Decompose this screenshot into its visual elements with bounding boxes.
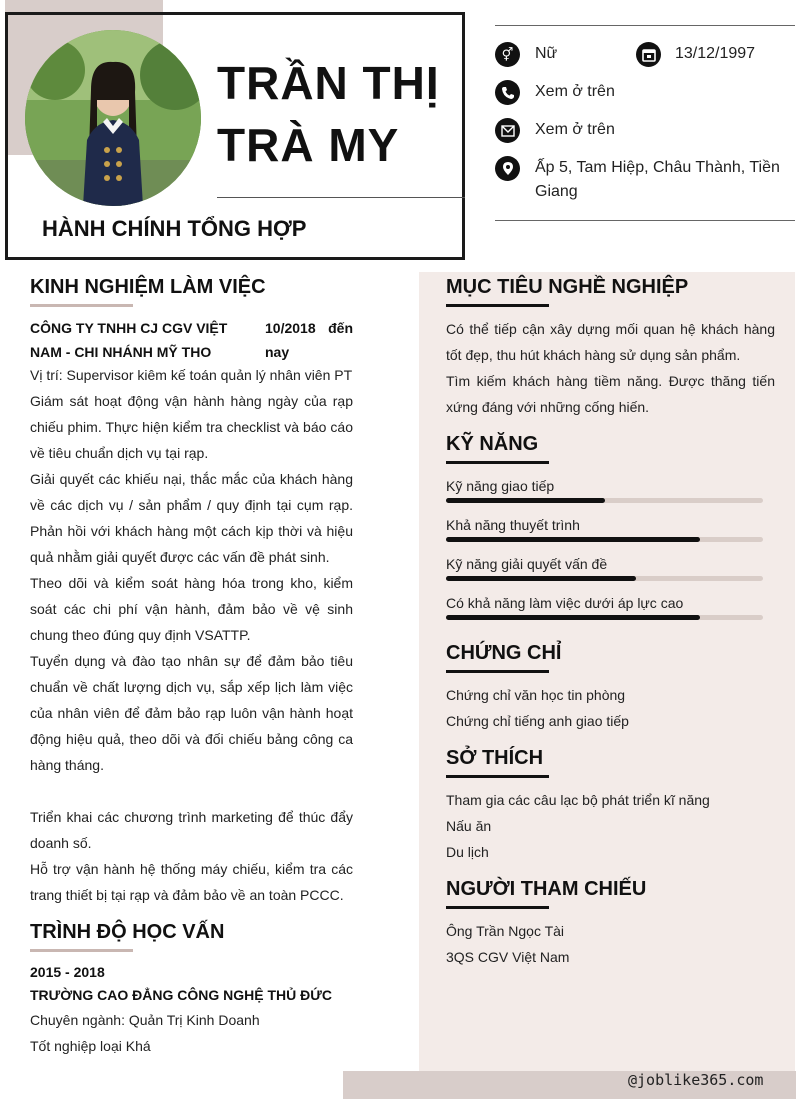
skills-underline <box>446 461 549 464</box>
avatar <box>25 30 201 206</box>
hobby-item: Nấu ăn <box>446 818 492 834</box>
education-grade: Tốt nghiệp loại Khá <box>30 1038 151 1054</box>
skill-bar-fill <box>446 537 700 542</box>
hobby-item: Tham gia các câu lạc bộ phát triển kĩ năng <box>446 792 710 808</box>
experience-body <box>30 362 353 908</box>
skill-bar-fill <box>446 615 700 620</box>
info-bottom-divider <box>495 220 795 221</box>
name-line-2: TRÀ MY <box>217 119 400 171</box>
skill-label: Có khả năng làm việc dưới áp lực cao <box>446 595 684 611</box>
duty-5: Triển khai các chương trình marketing để thúc đẩy doanh số. <box>30 809 353 851</box>
footer-watermark: @joblike365.com <box>628 1071 764 1089</box>
reference-company: 3QS CGV Việt Nam <box>446 949 570 965</box>
hobbies-list <box>446 787 710 865</box>
gender-value: Nữ <box>535 45 558 62</box>
skill-label: Kỹ năng giao tiếp <box>446 478 555 494</box>
certificates-list <box>446 682 629 734</box>
address-value: Ấp 5, Tam Hiệp, Châu Thành, Tiền Giang <box>535 159 780 200</box>
duty-4: Tuyển dụng và đào tạo nhân sự để đảm bảo tiêu chuẩn về chất lượng dịch vụ, sắp xếp lịch làm việc của nhân viên để đảm bảo rạp luôn vận hành hoạt động hiệu quả, theo dõi và đối chiếu bảng công ca hàng tháng. <box>30 653 353 773</box>
email-value: Xem ở trên <box>535 121 615 138</box>
education-title: TRÌNH ĐỘ HỌC VẤN <box>30 921 225 943</box>
spacer <box>30 778 353 804</box>
skill-bar-track <box>446 498 763 503</box>
duty-3: Theo dõi và kiểm soát hàng hóa trong kho, kiểm soát các chi phí vận hành, đảm bảo về vệ sinh chung theo đúng quy định VSATTP. <box>30 575 353 643</box>
experience-title: KINH NGHIỆM LÀM VIỆC <box>30 276 266 298</box>
references-title: NGƯỜI THAM CHIẾU <box>446 878 647 900</box>
avatar-photo <box>25 30 201 206</box>
references-underline <box>446 906 549 909</box>
hobby-item: Du lịch <box>446 844 489 860</box>
skill-bar-track <box>446 537 763 542</box>
candidate-name <box>217 52 440 176</box>
school-name: TRƯỜNG CAO ĐẲNG CÔNG NGHỆ THỦ ĐỨC <box>30 987 332 1003</box>
phone-value: Xem ở trên <box>535 83 615 100</box>
objective-underline <box>446 304 549 307</box>
calendar-icon <box>636 42 661 67</box>
work-period: 10/2018 đến nay <box>265 320 353 360</box>
info-top-divider <box>495 25 795 26</box>
objective-body <box>446 316 775 420</box>
location-icon <box>495 156 520 181</box>
duty-2: Giải quyết các khiếu nại, thắc mắc của khách hàng về các dịch vụ / sản phẩm / quy định tại cụm rạp. Phản hồi với khách hàng một cách kịp thời và hiệu quả nhằm giải quyết được các vấn đề phát sinh. <box>30 471 353 565</box>
name-divider <box>217 197 465 198</box>
objective-p1: Có thể tiếp cận xây dựng mối quan hệ khách hàng tốt đẹp, thu hút khách hàng sử dụng sản phẩm. <box>446 321 775 363</box>
education-period: 2015 - 2018 <box>30 964 105 980</box>
skill-bar-track <box>446 576 763 581</box>
certificates-underline <box>446 670 549 673</box>
phone-icon <box>495 80 520 105</box>
skills-title: KỸ NĂNG <box>446 433 539 455</box>
certificate-item: Chứng chỉ văn học tin phòng <box>446 687 626 703</box>
objective-title: MỤC TIÊU NGHỀ NGHIỆP <box>446 276 689 298</box>
education-major: Chuyên ngành: Quản Trị Kinh Doanh <box>30 1012 260 1028</box>
certificate-item: Chứng chỉ tiếng anh giao tiếp <box>446 713 629 729</box>
objective-p2: Tìm kiếm khách hàng tiềm năng. Được thăng tiến xứng đáng với những cống hiến. <box>446 373 775 415</box>
reference-name: Ông Trần Ngọc Tài <box>446 923 565 939</box>
duty-6: Hỗ trợ vận hành hệ thống máy chiếu, kiểm tra các trang thiết bị tại rạp và đảm bảo về an toàn PCCC. <box>30 861 353 903</box>
education-underline <box>30 949 133 952</box>
gender-icon: ⚥ <box>495 42 520 67</box>
skill-bar-track <box>446 615 763 620</box>
job-position: HÀNH CHÍNH TỔNG HỢP <box>42 216 307 241</box>
hobbies-underline <box>446 775 549 778</box>
company-name: CÔNG TY TNHH CJ CGV VIỆT NAM - CHI NHÁNH MỸ THO <box>30 320 228 360</box>
hobbies-title: SỞ THÍCH <box>446 747 544 769</box>
skill-label: Kỹ năng giải quyết vấn đề <box>446 556 608 572</box>
references-list <box>446 918 569 970</box>
name-line-1: TRẦN THỊ <box>217 57 440 109</box>
experience-underline <box>30 304 133 307</box>
duty-1: Giám sát hoạt động vận hành hàng ngày của rạp chiếu phim. Thực hiện kiểm tra checklist và báo cáo về tiêu chuẩn dịch vụ tại rạp. <box>30 393 353 461</box>
certificates-title: CHỨNG CHỈ <box>446 642 562 664</box>
role-text: Vị trí: Supervisor kiêm kế toán quản lý nhân viên PT <box>30 367 353 383</box>
birthday-value: 13/12/1997 <box>675 45 756 62</box>
email-icon <box>495 118 520 143</box>
skill-bar-fill <box>446 576 636 581</box>
skill-bar-fill <box>446 498 605 503</box>
skill-label: Khả năng thuyết trình <box>446 517 580 533</box>
